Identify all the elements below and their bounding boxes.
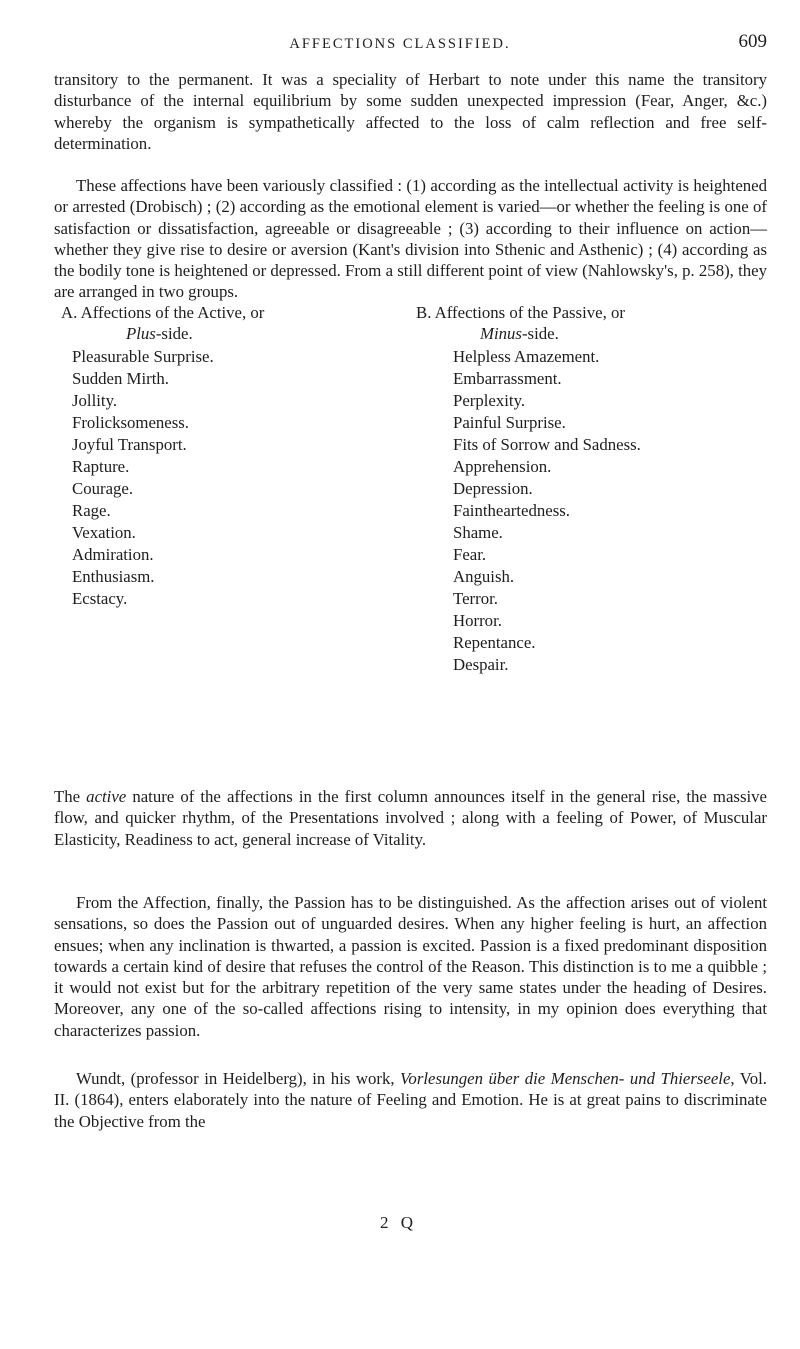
column-a-heading: A. Affections of the Active, or: [61, 303, 265, 322]
running-title: AFFECTIONS CLASSIFIED.: [289, 36, 511, 52]
list-item: Rapture.: [72, 457, 130, 476]
list-item: Sudden Mirth.: [72, 369, 169, 388]
list-item: Perplexity.: [453, 391, 526, 410]
list-item: Helpless Amazement.: [453, 347, 600, 366]
paragraph-4: From the Affection, finally, the Passion has to be distinguished. As the affection arises out of violent sensations, so does the Passion out of unguarded desires. When any higher feeling is hurt, an affection ensues; when any inclination is thwarted, a passion is excited. Passion is a fixed predominant disposition towards a certain kind of desire that refuses the control of the Reason. This distinction is to me a quibble ; it would not exist but for the arbitrary repetition of the very same states under the heading of Desires. Moreover, any one of the so-called affections rising to intensity, in my opinion does everything that characterizes passion.: [54, 893, 767, 1040]
paragraph-5-rest: , Vol. II. (1864), enters elaborately into the nature of Feeling and Emotion. He is at great pains to discriminate the Objective from the: [54, 1069, 767, 1131]
column-b-subheading: [480, 323, 559, 344]
paragraph-1: transitory to the permanent. It was a speciality of Herbart to note under this name the transitory disturbance of the internal equilibrium by some sudden unexpected impression (Fear, Anger, &c.) whereby the organism is sympathetically affected to the loss of calm reflection and free self-determination.: [54, 70, 767, 153]
list-item: Enthusiasm.: [72, 567, 155, 586]
list-item: Embarrassment.: [453, 369, 562, 388]
list-item: Frolicksomeness.: [72, 413, 189, 432]
paragraph-3-italic: active: [86, 787, 127, 806]
paragraph-5: [54, 1068, 767, 1132]
list-item: Joyful Transport.: [72, 435, 187, 454]
list-item: Terror.: [453, 589, 498, 608]
page-number: 609: [738, 31, 767, 52]
list-item: Vexation.: [72, 523, 136, 542]
column-a-sub-rest: -side.: [155, 324, 193, 343]
column-b-heading: B. Affections of the Passive, or: [416, 303, 625, 322]
list-item: Anguish.: [453, 567, 515, 586]
paragraph-5-italic: Vorlesungen über die Menschen- und Thierseele: [400, 1069, 731, 1088]
list-item: Depression.: [453, 479, 533, 498]
list-item: Faintheartedness.: [453, 501, 570, 520]
column-b-sub-italic: Minus: [480, 324, 522, 343]
list-item: Apprehension.: [453, 457, 552, 476]
list-item: Jollity.: [72, 391, 118, 410]
list-item: Pleasurable Surprise.: [72, 347, 214, 366]
list-item: Painful Surprise.: [453, 413, 566, 432]
list-item: Shame.: [453, 523, 503, 542]
list-item: Fear.: [453, 545, 487, 564]
paragraph-3-prefix: The: [54, 787, 87, 806]
paragraph-3-rest: nature of the affections in the first column announces itself in the general rise, the massive flow, and quicker rhythm, of the Presentations involved ; along with a feeling of Power, of Muscular Elasticity, Readiness to act, general increase of Vitality.: [54, 787, 767, 849]
running-header: [0, 26, 800, 56]
passive-affections-list: [453, 346, 641, 676]
paragraph-5-prefix: Wundt, (professor in Heidelberg), in his work,: [76, 1069, 401, 1088]
paragraph-2: These affections have been variously classified : (1) according as the intellectual activity is heightened or arrested (Drobisch) ; (2) according as the emotional element is varied—or whether the feeling is one of satisfaction or dissatisfaction, agreeable or disagreeable ; (3) according to their influence on action—whether they give rise to desire or aversion (Kant's division into Sthenic and Asthenic) ; (4) according as the bodily tone is heightened or depressed. From a still different point of view (Nahlowsky's, p. 258), they are arranged in two groups.: [54, 176, 767, 302]
list-item: Fits of Sorrow and Sadness.: [453, 435, 641, 454]
list-item: Courage.: [72, 479, 134, 498]
signature-mark: 2 Q: [380, 1213, 418, 1232]
column-a-subheading: [126, 323, 193, 344]
list-item: Ecstacy.: [72, 589, 128, 608]
list-item: Rage.: [72, 501, 111, 520]
list-item: Admiration.: [72, 545, 154, 564]
active-affections-list: [72, 346, 214, 610]
column-b-sub-rest: -side.: [521, 324, 559, 343]
column-a-sub-italic: Plus: [126, 324, 156, 343]
paragraph-3: [54, 786, 767, 850]
list-item: Horror.: [453, 611, 502, 630]
list-item: Repentance.: [453, 633, 536, 652]
list-item: Despair.: [453, 655, 509, 674]
